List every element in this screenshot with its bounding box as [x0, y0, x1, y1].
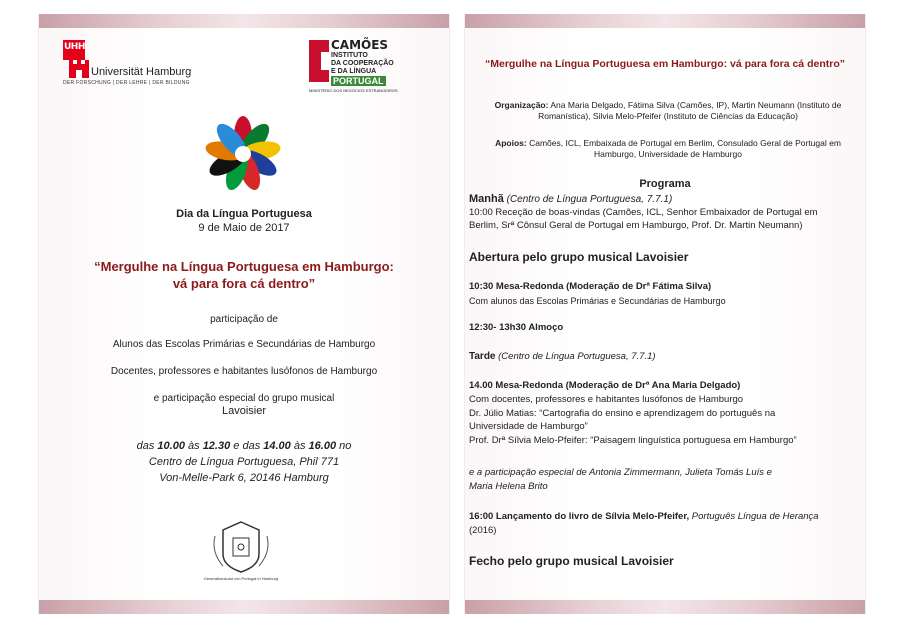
event-title-line2: vá para fora cá dentro” [172, 276, 316, 291]
camoes-subtitle-3: E DA LÍNGUA [331, 68, 377, 75]
event-title-line1: “Mergulhe na Língua Portuguesa em Hamburgo: [94, 259, 394, 274]
top-band [39, 14, 449, 28]
camoes-title: CAMÕES [331, 38, 389, 52]
special-participation: e a participação especial de Antonia Zimmermann, Julieta Tomás Luís e Maria Helena Brito [469, 467, 772, 492]
camoes-subtitle: INSTITUTO [331, 52, 368, 59]
event-name: Dia da Língua Portuguesa [176, 208, 312, 220]
special-group: Lavoisier [221, 405, 267, 417]
event-times: das 10.00 às 12.30 e das 14.00 às 16.00 no [136, 440, 352, 452]
uhh-name: Universität Hamburg [91, 66, 192, 78]
round-table-1-title: 10:30 Mesa-Redonda (Moderação de Drª Fátima Silva) [469, 281, 712, 292]
book-launch: 16:00 Lançamento do livro de Sílvia Melo-Pfeifer, Português Língua de Herança (2016) [469, 511, 819, 536]
seal-caption: Generalkonsulat von Portugal in Hamburg [203, 576, 279, 581]
closing: Fecho pelo grupo musical Lavoisier [469, 554, 674, 568]
participation-label: participação de [210, 314, 278, 325]
round-table-2-title: 14.00 Mesa-Redonda (Moderação de Drª Ana Maria Delgado) [469, 380, 741, 391]
bottom-band [465, 600, 865, 614]
program-title: “Mergulhe na Língua Portuguesa em Hamburgo: vá para fora cá dentro” [485, 58, 845, 70]
lusophone-flags-flower-icon [201, 114, 285, 194]
reception: 10:00 Receção de boas-vindas (Camões, ICL, Senhor Embaixador de Portugal em Berlim, Srª Cônsul Geral de Portugal em Hamburgo, Prof. Dr. Martin Neumann) [469, 207, 818, 231]
venue-line2: Von-Melle-Park 6, 20146 Hamburg [159, 472, 329, 484]
morning-header: Manhã (Centro de Língua Portuguesa, 7.7.1) [469, 193, 673, 205]
consulate-seal-icon [205, 516, 277, 584]
program-heading: Programa [639, 178, 691, 190]
uhh-logo-letters: UHH [64, 42, 85, 52]
opening: Abertura pelo grupo musical Lavoisier [469, 250, 689, 264]
right-page [464, 14, 866, 614]
round-table-2-text: Com docentes, professores e habitantes lusófonos de Hamburgo Dr. Júlio Matias: “Cartografia do ensino e aprendizagem do português na Universidade de Hamburgo” Prof. Drª Sílvia Melo-Pfeifer: “Paisagem linguística portuguesa em Hamburgo” [469, 394, 797, 446]
venue-line1: Centro de Língua Portuguesa, Phil 771 [148, 456, 340, 468]
afternoon-header: Tarde (Centro de Língua Portuguesa, 7.7.1) [469, 351, 656, 362]
event-date: 9 de Maio de 2017 [198, 222, 290, 234]
camoes-ministry: MINISTÉRIO DOS NEGÓCIOS ESTRANGEIROS [309, 88, 398, 93]
top-band [465, 14, 865, 28]
lunch: 12:30- 13h30 Almoço [469, 322, 564, 333]
castle-icon [67, 58, 91, 80]
camoes-subtitle-2: DA COOPERAÇÃO [331, 60, 394, 67]
round-table-1-text: Com alunos das Escolas Primárias e Secundárias de Hamburgo [469, 296, 726, 306]
organization: Organização: Ana Maria Delgado, Fátima Silva (Camões, IP), Martin Neumann (Instituto de Romanística), Silvia Melo-Pfeifer (Instituto de Ciências da Educação) [494, 100, 842, 121]
camoes-country: PORTUGAL [333, 76, 384, 86]
participants-teachers: Docentes, professores e habitantes lusófonos de Hamburgo [110, 366, 378, 377]
uhh-tagline: DER FORSCHUNG | DER LEHRE | DER BILDUNG [63, 80, 190, 86]
supporters: Apoios: Camões, ICL, Embaixada de Portugal em Berlim, Consulado Geral de Portugal em Hamburgo, Universidade de Hamburgo [495, 138, 841, 159]
special-label: e participação especial do grupo musical [153, 393, 335, 404]
bottom-band [39, 600, 449, 614]
left-page [38, 14, 450, 614]
participants-students: Alunos das Escolas Primárias e Secundárias de Hamburgo [112, 339, 376, 350]
